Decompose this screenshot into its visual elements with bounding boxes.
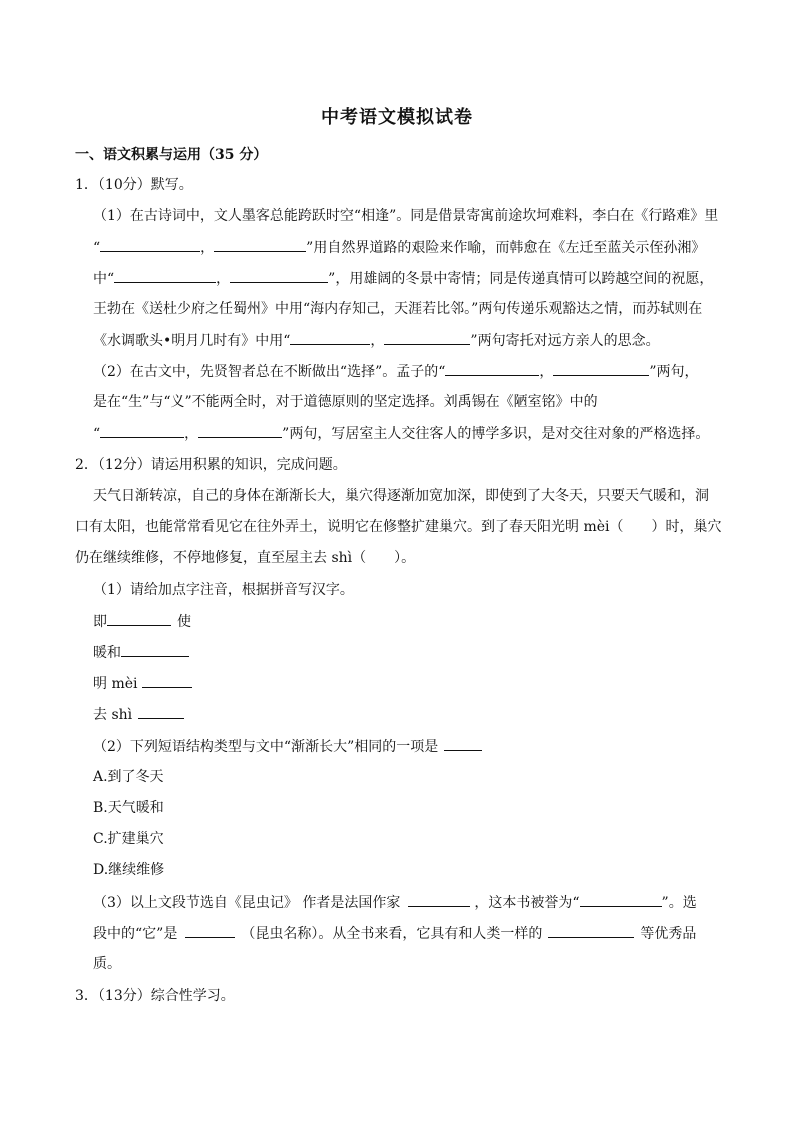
q2-word: 去 shì [93,707,133,723]
q2-item-3 [93,673,192,694]
answer-blank[interactable] [445,361,539,376]
comma: ， [184,426,199,442]
comma: ， [216,271,231,287]
section-heading: 一、语文积累与运用（35 分） [75,147,268,163]
q2-sub2 [93,736,482,757]
q1-text: 中“ [93,271,115,287]
q2-sub3-line3: 质。 [93,956,121,972]
answer-blank[interactable] [107,611,171,626]
answer-blank[interactable] [198,423,282,438]
answer-blank[interactable] [138,704,184,719]
q2-text: 等优秀品 [640,926,697,942]
q1-text: ”两句，写居室主人交往客人的博学多识，是对交往对象的严格选择。 [282,426,710,442]
answer-blank[interactable] [548,923,634,938]
q1-part2-line3 [93,423,709,444]
q2-sub3-line2 [93,923,696,944]
q2-text: （昆虫名称）。从全书来看，它具有和人类一样的 [241,926,543,942]
q1-part1-line1: （1）在古诗词中，文人墨客总能跨跃时空“相逢”。同是借景寄寓前途坎坷难料，李白在《行路难》里 [93,208,719,224]
q1-text: ”两句， [649,364,699,380]
answer-blank[interactable] [580,892,662,907]
q2-char: 使 [177,614,191,630]
q2-item-2 [93,642,189,663]
answer-blank[interactable] [384,330,470,345]
answer-blank[interactable] [114,268,216,283]
q1-text: ”两句寄托对远方亲人的思念。 [470,333,660,349]
answer-blank[interactable] [553,361,649,376]
answer-blank[interactable] [100,237,200,252]
q2-text: 段中的“它”是 [93,926,178,942]
answer-blank[interactable] [121,642,189,657]
q2-passage-line3: 仍在继续维修，不停地修复，直至屋主去 shì（ ）。 [75,550,416,566]
comma: ， [200,240,215,256]
q1-text: ”用自然界道路的艰险来作喻，而韩愈在《左迁至蓝关示侄孙湘》 [306,240,706,256]
q1-part1-line3 [93,268,713,289]
answer-blank[interactable] [408,892,470,907]
q1-text: （2）在古文中，先贤智者总在不断做出“选择”。孟子的“ [93,364,446,380]
q2-word: 暖和 [93,645,121,661]
answer-blank[interactable] [444,736,482,751]
q2-passage-line1: 天气日渐转凉，自己的身体在渐渐长大，巢穴得逐渐加宽加深，即使到了大冬天，只要天气暖和，洞 [93,488,709,504]
q2-item-4 [93,704,184,725]
page-title: 中考语文模拟试卷 [321,107,473,128]
q2-text: ”。选 [661,895,697,911]
question-1-header: 1．（10分）默写。 [75,177,193,193]
answer-blank[interactable] [100,423,184,438]
q2-sub1: （1）请给加点字注音，根据拼音写汉字。 [93,582,354,598]
q2-text: （3）以上文段节选自《昆虫记》 作者是法国作家 [93,895,401,911]
q1-text: “ [93,426,101,442]
option-b: B.天气暖和 [93,800,164,816]
q1-open-quote: “ [93,240,101,256]
question-3-header: 3．（13分）综合性学习。 [75,988,235,1004]
answer-blank[interactable] [214,237,306,252]
q1-part2-line2: 是在“生”与“义”不能两全时，对于道德原则的坚定选择。刘禹锡在《陋室铭》中的 [93,394,598,410]
answer-blank[interactable] [142,673,192,688]
q2-char: 即 [93,614,107,630]
comma: ， [370,333,385,349]
q1-part1-line4: 王勃在《送杜少府之任蜀州》中用“海内存知己，天涯若比邻。”两句传递乐观豁达之情，而苏轼则在 [93,301,703,317]
q2-text: ，这本书被誉为“ [474,895,580,911]
q2-sub3-line1 [93,892,697,913]
q2-text: （2）下列短语结构类型与文中“渐渐长大”相同的一项是 [93,739,439,755]
comma: ， [539,364,554,380]
option-a: A.到了冬天 [93,769,164,785]
q1-part1-line5 [93,330,660,351]
q1-part2-line1 [93,361,699,382]
question-2-header: 2．（12分）请运用积累的知识，完成问题。 [75,457,347,473]
answer-blank[interactable] [185,923,235,938]
q2-item-1 [93,611,191,632]
q2-passage-line2: 口有太阳，也能常常看见它在往外弄土，说明它在修整扩建巢穴。到了春天阳光明 mèi（ ）时，巢穴 [75,519,722,535]
q1-text: ”，用雄阔的冬景中寄情；同是传递真情可以跨越空间的祝愿， [328,271,714,287]
option-d: D.继续维修 [93,862,165,878]
q2-word: 明 mèi [93,676,138,692]
option-c: C.扩建巢穴 [93,831,164,847]
q1-text: 《水调歌头•明月几时有》中用“ [93,333,291,349]
q1-part1-line2 [93,237,705,258]
answer-blank[interactable] [290,330,370,345]
answer-blank[interactable] [230,268,328,283]
